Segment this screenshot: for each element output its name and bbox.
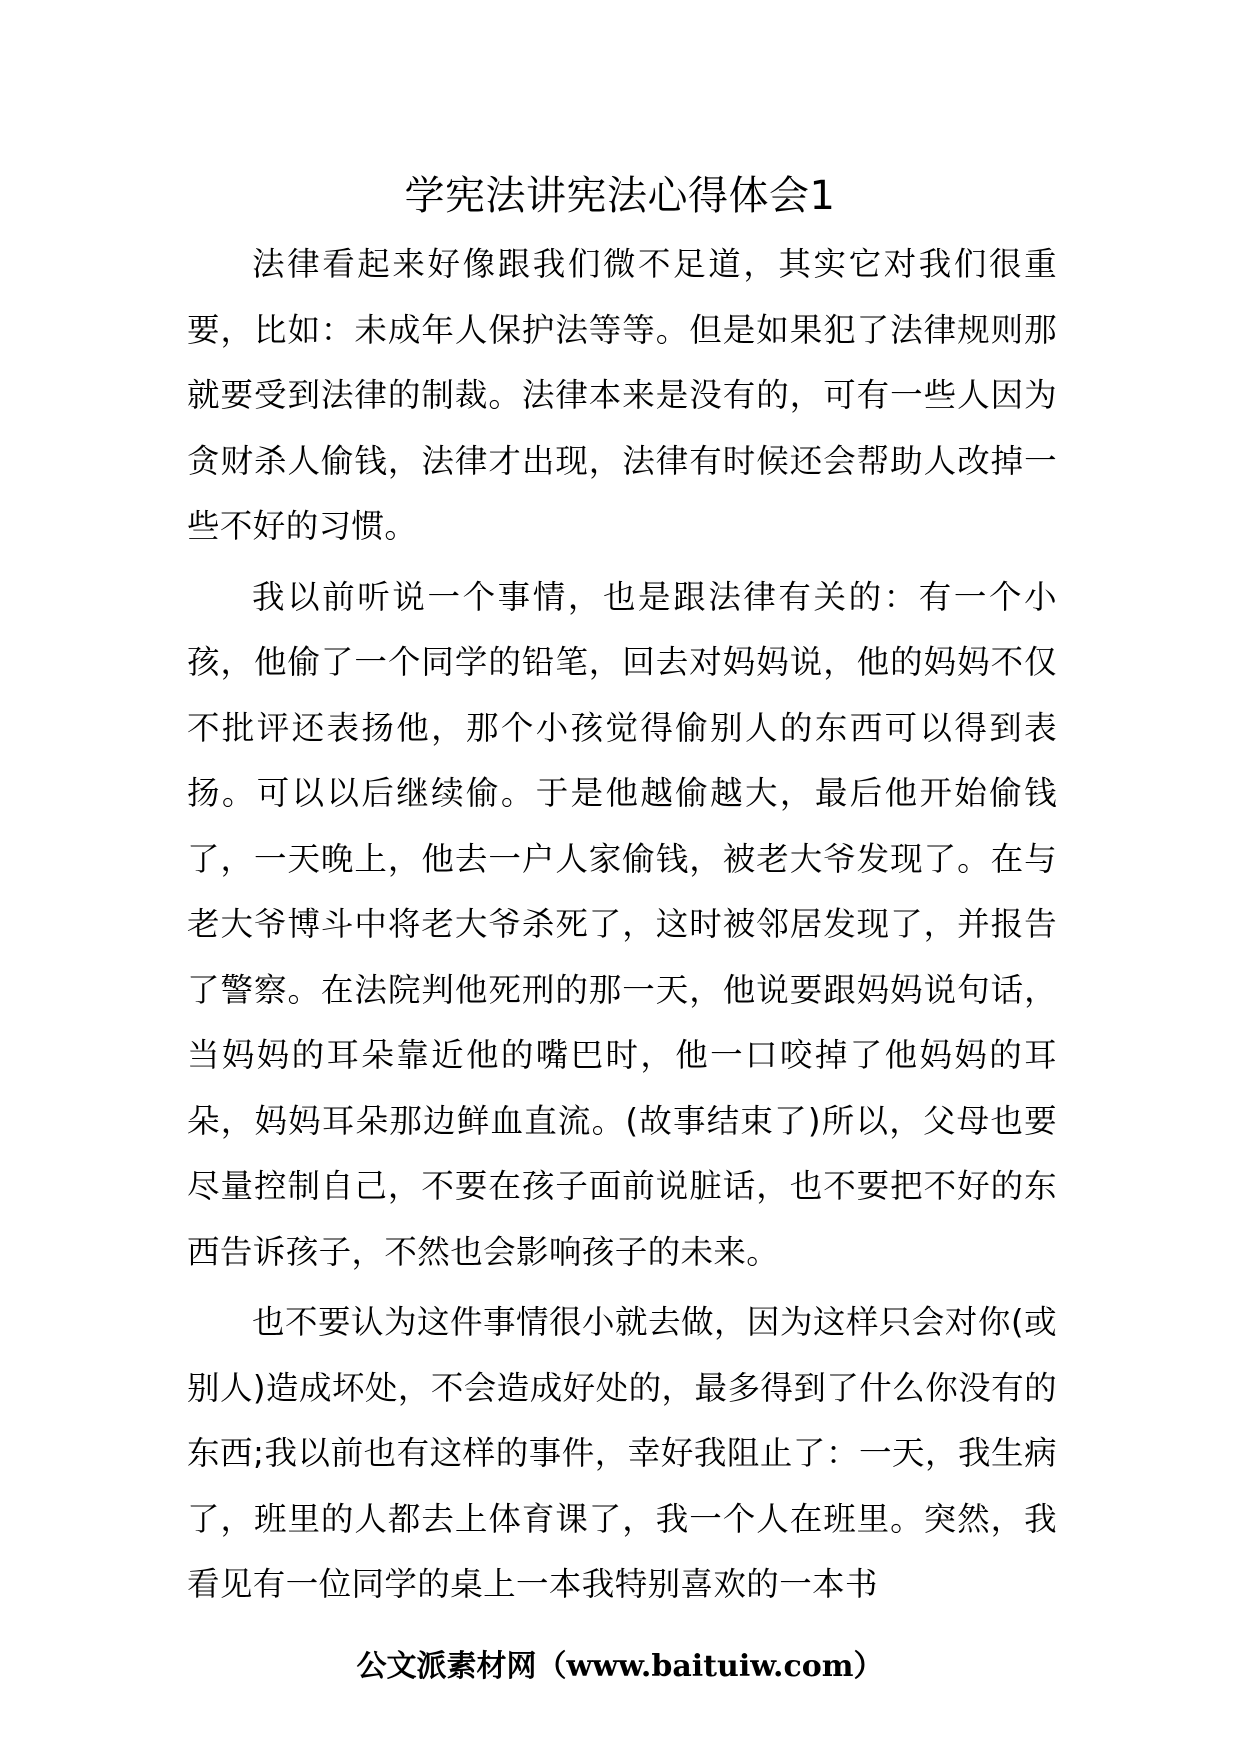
paragraph-2: 我以前听说一个事情，也是跟法律有关的：有一个小孩，他偷了一个同学的铅笔，回去对妈妈说，他的妈妈不仅不批评还表扬他，那个小孩觉得偷别人的东西可以得到表扬。可以以后继续偷。于是他越偷越大，最后他开始偷钱了，一天晚上，他去一户人家偷钱，被老大爷发现了。在与老大爷博斗中将老大爷杀死了，这时被邻居发现了，并报告了警察。在法院判他死刑的那一天，他说要跟妈妈说句话，当妈妈的耳朵靠近他的嘴巴时，他一口咬掉了他妈妈的耳朵，妈妈耳朵那边鲜血直流。(故事结束了)所以，父母也要尽量控制自己，不要在孩子面前说脏话，也不要把不好的东西告诉孩子，不然也会影响孩子的未来。 [187,577,1057,1271]
footer-watermark: 公文派素材网（www.baituiw.com） [356,1649,884,1684]
document-title: 学宪法讲宪法心得体会1 [404,173,836,219]
document-body [187,232,1057,1623]
paragraph-1: 法律看起来好像跟我们微不足道，其实它对我们很重要，比如：未成年人保护法等等。但是如果犯了法律规则那就要受到法律的制裁。法律本来是没有的，可有一些人因为贪财杀人偷钱，法律才出现，法律有时候还会帮助人改掉一些不好的习惯。 [187,245,1057,545]
paragraph-3: 也不要认为这件事情很小就去做，因为这样只会对你(或别人)造成坏处，不会造成好处的，最多得到了什么你没有的东西;我以前也有这样的事件，幸好我阻止了：一天，我生病了，班里的人都去上体育课了，我一个人在班里。突然，我看见有一位同学的桌上一本我特别喜欢的一本书 [187,1303,1057,1603]
